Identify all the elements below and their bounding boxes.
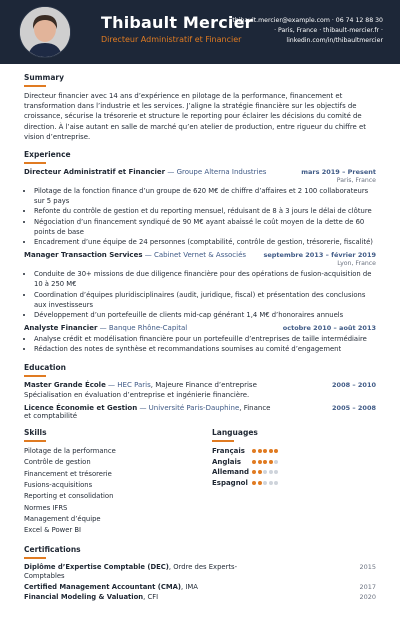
degree-detail: , Finance et comptabilité: [24, 404, 271, 421]
summary-text: Directeur financier avec 14 ans d’expérience en pilotage de la performance, financement et transformation dans l’industrie et les services. J’aligne la stratégie financière sur les objectifs de croissance, sécurise la trésorerie et structure le reporting pour éclairer les décisions du comité de direction. À l’aise autant en salle de marché qu’en atelier de production, entre rigueur du chiffre et vision d’entreprise.: [24, 92, 366, 141]
job-company: Banque Rhône-Capital: [108, 324, 188, 333]
languages-column: [212, 420, 376, 536]
skills-column: [24, 420, 212, 536]
proficiency-dot: [252, 470, 256, 474]
skill-item: Pilotage de la performance: [24, 447, 116, 456]
job-bullets: [24, 186, 376, 247]
proficiency-dots: [252, 460, 278, 464]
language-name: Français: [212, 447, 245, 456]
experience-list: [24, 168, 376, 355]
proficiency-dot: [269, 481, 273, 485]
bullet-item: • Analyse crédit et modélisation financière pour un portefeuille d’entreprises de taille intermédiaire: [34, 334, 376, 344]
job-dates: octobre 2010 – août 2013: [282, 324, 376, 333]
proficiency-dot: [269, 449, 273, 453]
job-header: [24, 324, 376, 332]
school-name: HEC Paris: [117, 380, 151, 389]
proficiency-dot: [263, 481, 267, 485]
proficiency-dot: [252, 460, 256, 464]
proficiency-dot: [274, 460, 278, 464]
contact-line: thibault.mercier@example.com · 06 74 12 88 30: [232, 17, 383, 24]
job-role: Analyste Financier: [24, 324, 98, 333]
proficiency-dot: [258, 449, 262, 453]
certification-issuer: , Ordre des Experts-Comptables: [24, 562, 238, 581]
proficiency-dot: [274, 470, 278, 474]
job-company: Groupe Alterna Industries: [176, 168, 267, 177]
education-heading: Education: [24, 362, 66, 372]
proficiency-dot: [274, 449, 278, 453]
job-title-line: [24, 324, 187, 332]
certification-name: [24, 583, 198, 593]
bullet-item: • Pilotage de la fonction finance d’un groupe de 620 M€ de chiffre d’affaires et 2 100 collaborateurs sur 5 pays: [34, 186, 376, 206]
skill-item: Contrôle de gestion: [24, 458, 91, 467]
job-company: Cabinet Vernet & Associés: [153, 251, 247, 260]
certifications-list: [24, 563, 376, 603]
languages-list: [212, 446, 376, 488]
skill-item: Normes IFRS: [24, 503, 68, 512]
section-divider: [24, 375, 46, 377]
degree-detail: , Majeure Finance d’entreprise: [150, 380, 257, 389]
skills-list: [24, 446, 212, 536]
candidate-title: Directeur Administratif et Financier: [101, 35, 242, 44]
education-title-line: [24, 381, 257, 389]
proficiency-dot: [258, 470, 262, 474]
language-row: [212, 446, 376, 457]
proficiency-dot: [252, 481, 256, 485]
job-location: Lyon, France: [337, 260, 376, 268]
education-dates: 2005 – 2008: [332, 404, 376, 413]
experience-heading: Experience: [24, 150, 71, 160]
resume-body: [0, 73, 400, 603]
certification-title: Certified Management Accountant (CMA): [24, 582, 181, 591]
skill-item: Financement et trésorerie: [24, 469, 112, 478]
proficiency-dot: [263, 460, 267, 464]
proficiency-dot: [269, 460, 273, 464]
certification-name: [24, 563, 264, 582]
job-bullets: [24, 269, 376, 320]
language-name: Anglais: [212, 457, 242, 466]
job-meta: [301, 168, 376, 184]
job-role: Manager Transaction Services: [24, 251, 143, 260]
certification-year: 2015: [359, 562, 376, 571]
education-header: [24, 381, 376, 389]
bullet-item: • Encadrement d’une équipe de 24 personnes (comptabilité, contrôle de gestion, trésorerie, fiscalité): [34, 237, 376, 247]
job-dates: mars 2019 – Present: [301, 168, 376, 177]
contact-line: · Paris, France · thibault-mercier.fr ·: [274, 27, 383, 34]
job-separator: —: [165, 168, 177, 177]
job-meta: [283, 324, 376, 332]
bullet-item: • Développement d’un portefeuille de clients mid-cap générant 1,4 M€ d’honoraires annuels: [34, 310, 376, 320]
language-name: Allemand: [212, 468, 249, 477]
job-dates: septembre 2013 – février 2019: [263, 251, 376, 260]
certification-row: [24, 593, 376, 603]
skill-item: Reporting et consolidation: [24, 492, 114, 501]
education-description: Spécialisation en évaluation d’entreprise et ingénierie financière.: [24, 390, 250, 399]
job-header: [24, 251, 376, 267]
summary-heading: Summary: [24, 73, 65, 82]
education-header: [24, 404, 376, 420]
skill-item: Fusions-acquisitions: [24, 481, 93, 490]
certification-year: 2017: [359, 582, 376, 591]
job-separator: —: [97, 324, 109, 333]
job-bullets: [24, 334, 376, 354]
section-divider: [24, 440, 46, 442]
contact-line: linkedin.com/in/thibaultmercier: [286, 37, 383, 44]
school-name: Université Paris-Dauphine: [148, 404, 240, 413]
contact-info: [232, 16, 383, 46]
section-divider: [24, 162, 46, 164]
education-separator: —: [105, 380, 118, 389]
certifications-heading: Certifications: [24, 544, 81, 554]
job-title-line: [24, 251, 246, 259]
proficiency-dot: [258, 460, 262, 464]
certification-issuer: , CFI: [143, 593, 159, 602]
proficiency-dot: [252, 449, 256, 453]
skill-item: Management d’équipe: [24, 514, 101, 523]
job-title-line: [24, 168, 266, 176]
certification-name: [24, 593, 158, 603]
proficiency-dot: [269, 470, 273, 474]
job-meta: [264, 251, 377, 267]
bullet-item: • Refonte du contrôle de gestion et du reporting mensuel, réduisant de 8 à 3 jours le délai de clôture: [34, 206, 376, 216]
resume-header: [0, 0, 400, 64]
education-separator: —: [137, 404, 149, 413]
language-name: Espagnol: [212, 478, 248, 487]
certification-row: [24, 583, 376, 593]
proficiency-dot: [263, 449, 267, 453]
certification-title: Diplôme d’Expertise Comptable (DEC): [24, 562, 169, 571]
bullet-item: • Conduite de 30+ missions de due diligence financière pour des opérations de fusion-acquisition de 10 à 250 M€: [34, 269, 376, 289]
proficiency-dot: [263, 470, 267, 474]
bullet-item: • Rédaction des notes de synthèse et recommandations soumises au comité d’engagement: [34, 344, 376, 354]
education-title-line: [24, 404, 274, 420]
candidate-name: Thibault Mercier: [101, 13, 253, 32]
proficiency-dot: [274, 481, 278, 485]
languages-heading: Languages: [212, 428, 258, 438]
bullet-item: • Négociation d’un financement syndiqué de 90 M€ ayant abaissé le coût moyen de la dette de 60 points de base: [34, 217, 376, 237]
language-row: [212, 467, 376, 478]
certification-issuer: , IMA: [181, 582, 198, 591]
bullet-item: • Coordination d’équipes pluridisciplinaires (audit, juridique, fiscal) et présentation des conclusions aux investisseurs: [34, 290, 376, 310]
skill-item: Excel & Power BI: [24, 526, 82, 535]
section-divider: [24, 557, 46, 559]
skills-heading: Skills: [24, 428, 47, 438]
education-list: [24, 381, 376, 421]
job-role: Directeur Administratif et Financier: [24, 168, 166, 177]
job-header: [24, 168, 376, 184]
language-row: [212, 478, 376, 489]
proficiency-dots: [252, 470, 278, 474]
certification-row: [24, 563, 376, 582]
section-divider: [212, 440, 234, 442]
degree-name: Master Grande École: [24, 380, 106, 389]
section-divider: [24, 85, 46, 87]
job-location: Paris, France: [336, 177, 376, 185]
degree-name: Licence Économie et Gestion: [24, 404, 138, 413]
avatar: [19, 6, 71, 58]
proficiency-dots: [252, 449, 278, 453]
language-row: [212, 457, 376, 468]
certification-year: 2020: [359, 593, 376, 602]
proficiency-dot: [258, 481, 262, 485]
education-dates: 2008 – 2010: [332, 380, 376, 389]
skills-languages-row: [24, 420, 376, 536]
proficiency-dots: [252, 481, 278, 485]
job-separator: —: [142, 251, 154, 260]
certification-title: Financial Modeling & Valuation: [24, 593, 144, 602]
profile-photo: [20, 7, 70, 57]
